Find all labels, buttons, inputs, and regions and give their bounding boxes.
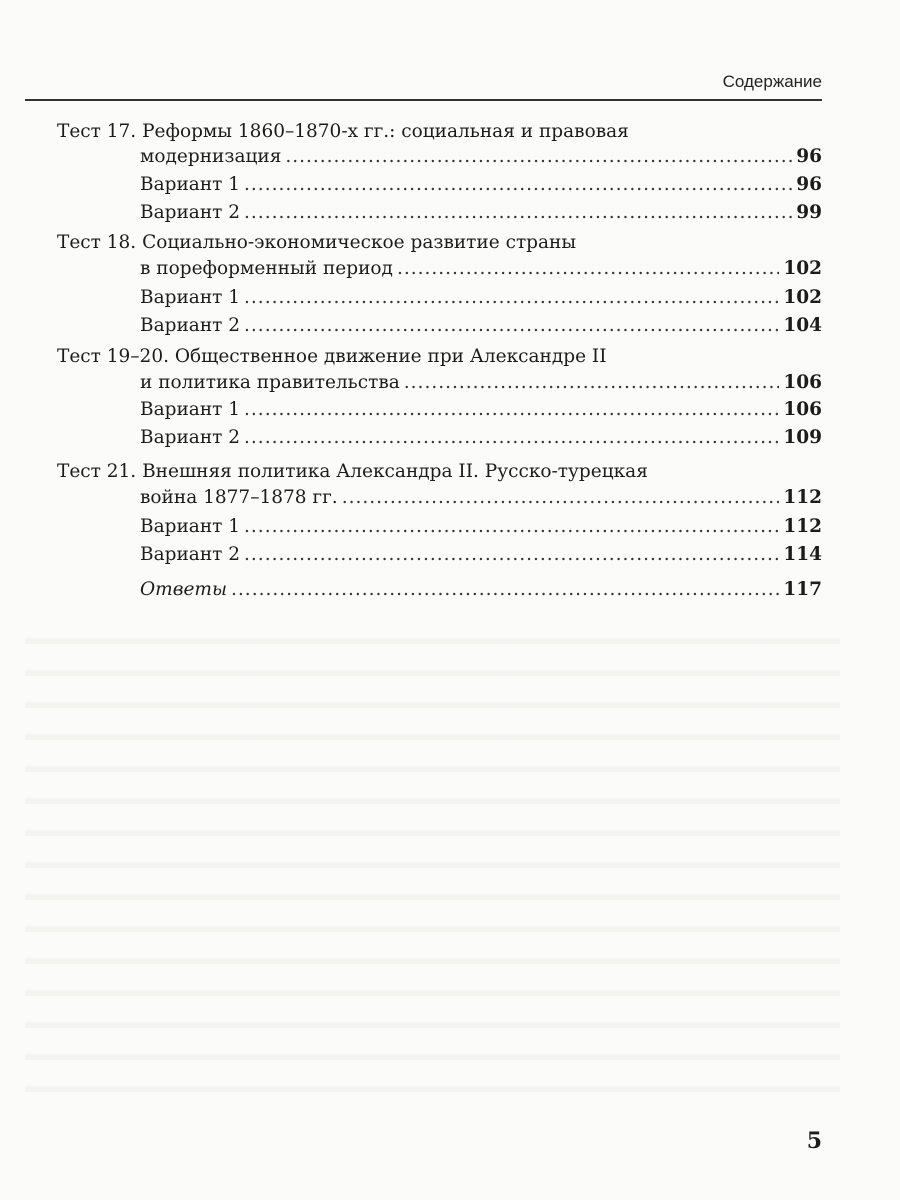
toc-entry-label: Вариант 2 — [140, 427, 241, 448]
toc-entry-label: война 1877–1878 гг. — [140, 487, 338, 508]
toc-entry-variant[interactable] — [140, 314, 822, 338]
toc-entry-label: Вариант 1 — [140, 399, 241, 420]
running-header: Содержание — [722, 72, 822, 91]
toc-entry-title[interactable] — [57, 231, 822, 255]
dot-leader — [404, 371, 780, 395]
toc-entry-variant[interactable] — [140, 543, 822, 567]
toc-page-number: 102 — [783, 258, 822, 279]
toc-entry-variant[interactable] — [140, 398, 822, 422]
dot-leader — [244, 286, 779, 310]
toc-page-number: 99 — [796, 202, 822, 223]
dot-leader — [285, 145, 792, 169]
toc-entry-title-cont[interactable] — [140, 371, 822, 395]
toc-entry-label: Тест 19–20. Общественное движение при Александре II — [57, 346, 607, 367]
toc-entry-title-cont[interactable] — [140, 145, 822, 169]
page-number: 5 — [806, 1128, 822, 1154]
toc-entry-label: Тест 21. Внешняя политика Александра II. Русско-турецкая — [57, 461, 648, 482]
toc-entry-label: в пореформенный период — [140, 258, 393, 279]
toc-entry-label: Вариант 2 — [140, 315, 241, 336]
dot-leader — [244, 426, 779, 450]
dot-leader — [231, 578, 779, 602]
toc-entry-variant[interactable] — [140, 426, 822, 450]
toc-entry-label: Тест 18. Социально-экономическое развитие страны — [57, 232, 577, 253]
toc-entry-label: Ответы — [140, 579, 228, 600]
dot-leader — [244, 173, 792, 197]
toc-entry-label: Тест 17. Реформы 1860–1870-х гг.: социальная и правовая — [57, 121, 629, 142]
toc-entry-label: Вариант 2 — [140, 202, 241, 223]
toc-entry-label: Вариант 2 — [140, 544, 241, 565]
header-rule — [25, 99, 822, 101]
toc-page-number: 96 — [796, 174, 822, 195]
toc-entry-variant[interactable] — [140, 201, 822, 225]
toc-page-number: 112 — [783, 516, 822, 537]
toc-entry-variant[interactable] — [140, 515, 822, 539]
toc-page-number: 102 — [783, 287, 822, 308]
toc-entry-title-cont[interactable] — [140, 486, 822, 510]
toc-page-number: 117 — [783, 579, 822, 600]
toc-entry-label: Вариант 1 — [140, 174, 241, 195]
dot-leader — [244, 201, 792, 225]
dot-leader — [244, 543, 779, 567]
bleed-through-background — [25, 620, 840, 1100]
toc-page-number: 109 — [783, 427, 822, 448]
toc-entry-answers[interactable] — [140, 578, 822, 602]
dot-leader — [244, 515, 779, 539]
toc-page-number: 114 — [783, 544, 822, 565]
toc-page-number: 104 — [783, 315, 822, 336]
dot-leader — [397, 257, 779, 281]
toc-entry-title[interactable] — [57, 345, 822, 369]
toc-entry-title-cont[interactable] — [140, 257, 822, 281]
toc-page-number: 96 — [796, 146, 822, 167]
toc-page-number: 106 — [783, 399, 822, 420]
toc-page-number: 106 — [783, 372, 822, 393]
dot-leader — [244, 314, 779, 338]
toc-entry-title[interactable] — [57, 120, 822, 144]
dot-leader — [342, 486, 780, 510]
toc-entry-label: и политика правительства — [140, 372, 400, 393]
toc-entry-label: Вариант 1 — [140, 516, 241, 537]
toc-entry-label: модернизация — [140, 146, 282, 167]
toc-entry-title[interactable] — [57, 460, 822, 484]
toc-page-number: 112 — [783, 487, 822, 508]
toc-entry-label: Вариант 1 — [140, 287, 241, 308]
toc-entry-variant[interactable] — [140, 173, 822, 197]
toc-entry-variant[interactable] — [140, 286, 822, 310]
dot-leader — [244, 398, 779, 422]
